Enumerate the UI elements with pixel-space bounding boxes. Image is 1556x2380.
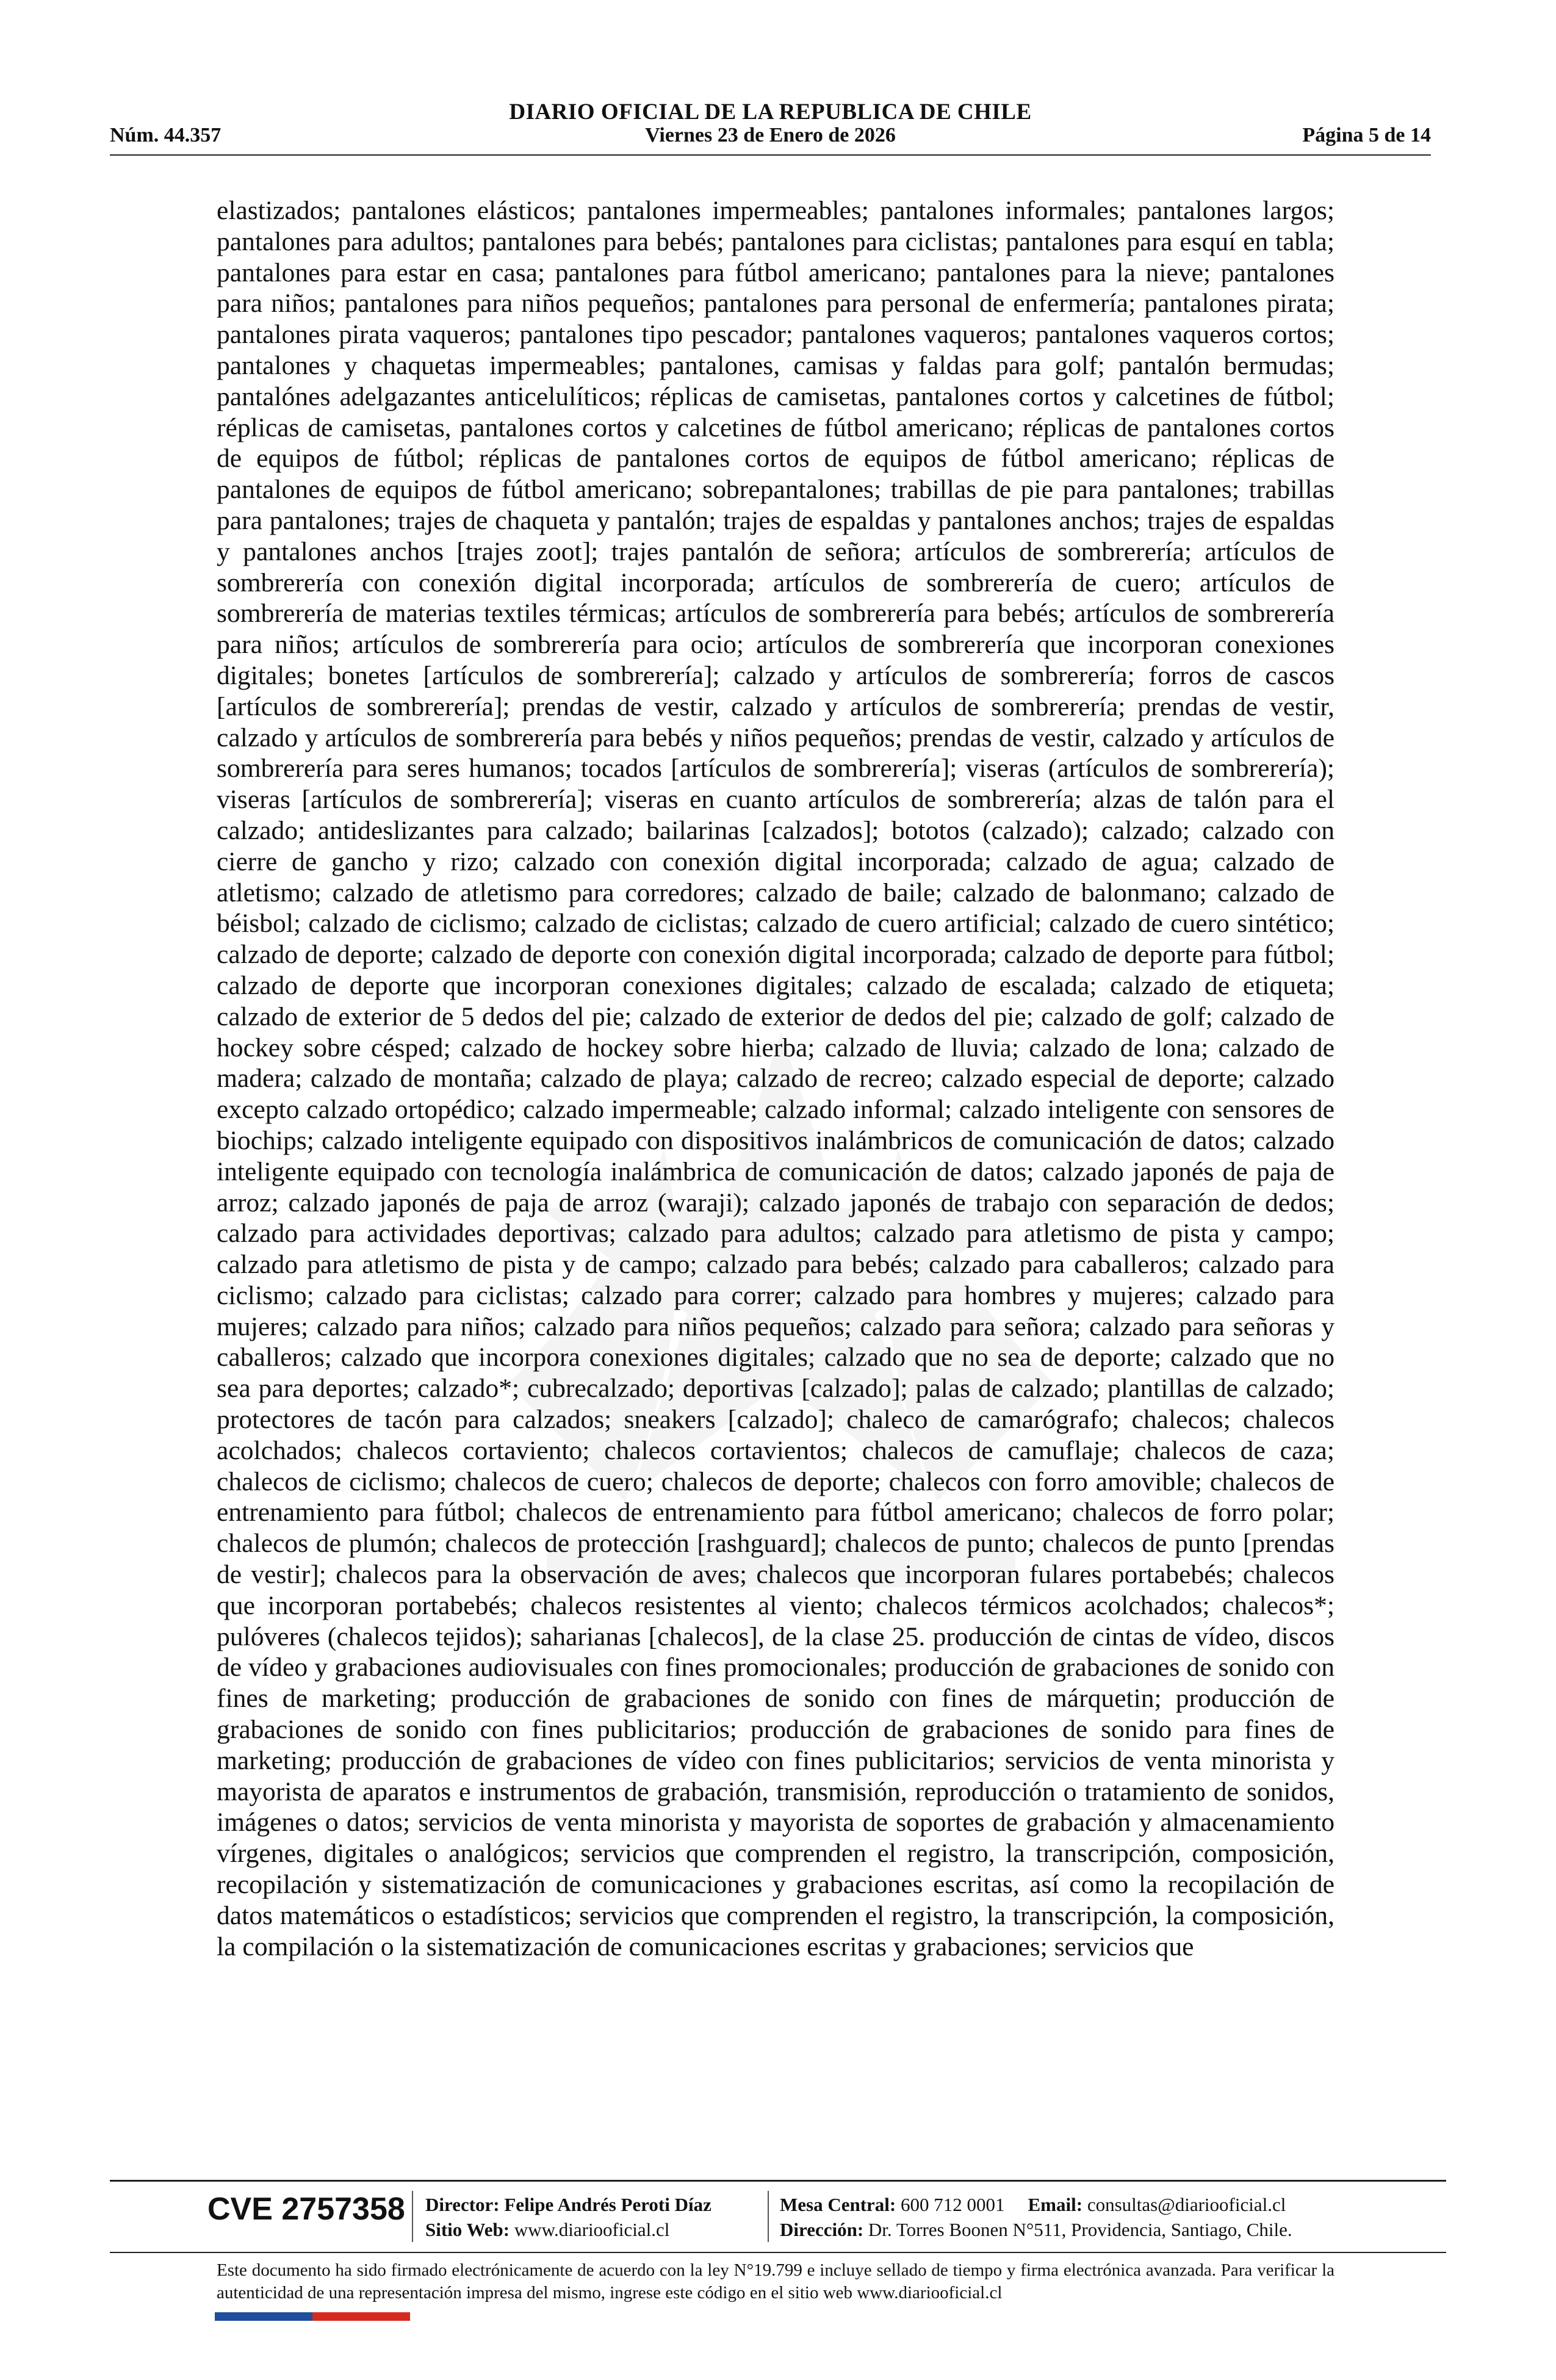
legal-notice: Este documento ha sido firmado electrónicamente de acuerdo con la ley N°19.799 e incluye sellado de tiempo y firma electrónica avanzada. Para verificar la autenticidad de una representación impresa del mismo, ingrese este código en el sitio web www.diariooficial.cl [217, 2260, 1334, 2302]
footer-separator [412, 2191, 413, 2242]
flag-red-segment [312, 2312, 410, 2321]
mesa-label: Mesa Central: [780, 2194, 896, 2215]
flag-blue-segment [215, 2312, 312, 2321]
site-link[interactable]: www.diariooficial.cl [514, 2219, 670, 2240]
director-name: Felipe Andrés Peroti Díaz [504, 2194, 711, 2215]
footer-divider-top [110, 2180, 1446, 2182]
flag-bar [215, 2312, 410, 2321]
header-divider [110, 154, 1431, 156]
site-label: Sitio Web: [425, 2219, 510, 2240]
page-number: Página 5 de 14 [1302, 124, 1431, 146]
email-label: Email: [1028, 2194, 1083, 2215]
mesa-phone: 600 712 0001 [901, 2194, 1005, 2215]
body-paragraph: elastizados; pantalones elásticos; pantalones impermeables; pantalones informales; pantalones largos; pantalones para adultos; pantalones para bebés; pantalones para ciclistas; pantalones para esquí en tabla; pantalones para estar en casa; pantalones para fútbol americano; pantalones para la nieve; pantalones para niños; pantalones para niños pequeños; pantalones para personal de enfermería; pantalones pirata; pantalones pirata vaqueros; pantalones tipo pescador; pantalones vaqueros; pantalones vaqueros cortos; pantalones y chaquetas impermeables; pantalones, camisas y faldas para golf; pantalón bermudas; pantalónes adelgazantes anticelulíticos; réplicas de camisetas, pantalones cortos y calcetines de fútbol; réplicas de camisetas, pantalones cortos y calcetines de fútbol americano; réplicas de pantalones cortos de equipos de fútbol; réplicas de pantalones cortos de equipos de fútbol americano; réplicas de pantalones de equipos de fútbol americano; sobrepantalones; trabillas de pie para pantalones; trabillas para pantalones; trajes de chaqueta y pantalón; trajes de espaldas y pantalones anchos; trajes de espaldas y pantalones anchos [trajes zoot]; trajes pantalón de señora; artículos de sombrerería; artículos de sombrerería con conexión digital incorporada; artículos de sombrerería de cuero; artículos de sombrerería de materias textiles térmicas; artículos de sombrerería para bebés; artículos de sombrerería para niños; artículos de sombrerería para ocio; artículos de sombrerería que incorporan conexiones digitales; bonetes [artículos de sombrerería]; calzado y artículos de sombrerería; forros de cascos [artículos de sombrerería]; prendas de vestir, calzado y artículos de sombrerería; prendas de vestir, calzado y artículos de sombrerería para bebés y niños pequeños; prendas de vestir, calzado y artículos de sombrerería para seres humanos; tocados [artículos de sombrerería]; viseras (artículos de sombrerería); viseras [artículos de sombrerería]; viseras en cuanto artículos de sombrerería; alzas de talón para el calzado; antideslizantes para calzado; bailarinas [calzados]; bototos (calzado); calzado; calzado con cierre de gancho y rizo; calzado con conexión digital incorporada; calzado de agua; calzado de atletismo; calzado de atletismo para corredores; calzado de baile; calzado de balonmano; calzado de béisbol; calzado de ciclismo; calzado de ciclistas; calzado de cuero artificial; calzado de cuero sintético; calzado de deporte; calzado de deporte con conexión digital incorporada; calzado de deporte para fútbol; calzado de deporte que incorporan conexiones digitales; calzado de escalada; calzado de etiqueta; calzado de exterior de 5 dedos del pie; calzado de exterior de dedos del pie; calzado de golf; calzado de hockey sobre césped; calzado de hockey sobre hierba; calzado de lluvia; calzado de lona; calzado de madera; calzado de montaña; calzado de playa; calzado de recreo; calzado especial de deporte; calzado excepto calzado ortopédico; calzado impermeable; calzado informal; calzado inteligente con sensores de biochips; calzado inteligente equipado con dispositivos inalámbricos de comunicación de datos; calzado inteligente equipado con tecnología inalámbrica de comunicación de datos; calzado japonés de paja de arroz; calzado japonés de paja de arroz (waraji); calzado japonés de trabajo con separación de dedos; calzado para actividades deportivas; calzado para adultos; calzado para atletismo de pista y campo; calzado para atletismo de pista y de campo; calzado para bebés; calzado para caballeros; calzado para ciclismo; calzado para ciclistas; calzado para correr; calzado para hombres y mujeres; calzado para mujeres; calzado para niños; calzado para niños pequeños; calzado para señora; calzado para señoras y caballeros; calzado que incorpora conexiones digitales; calzado que no sea de deporte; calzado que no sea para deportes; calzado*; cubrecalzado; deportivas [calzado]; palas de calzado; plantillas de calzado; protectores de tacón para calzados; sneakers [calzado]; chaleco de camarógrafo; chalecos; chalecos acolchados; chalecos cortaviento; chalecos cortavientos; chalecos de camuflaje; chalecos de caza; chalecos de ciclismo; chalecos de cuero; chalecos de deporte; chalecos con forro amovible; chalecos de entrenamiento para fútbol; chalecos de entrenamiento para fútbol americano; chalecos de forro polar; chalecos de plumón; chalecos de protección [rashguard]; chalecos de punto; chalecos de punto [prendas de vestir]; chalecos para la observación de aves; chalecos que incorporan fulares portabebés; chalecos que incorporan portabebés; chalecos resistentes al viento; chalecos térmicos acolchados; chalecos*; pulóveres (chalecos tejidos); saharianas [chalecos], de la clase 25. producción de cintas de vídeo, discos de vídeo y grabaciones audiovisuales con fines promocionales; producción de grabaciones de sonido con fines de marketing; producción de grabaciones de sonido con fines de márquetin; producción de grabaciones de sonido con fines publicitarios; producción de grabaciones de sonido para fines de marketing; producción de grabaciones de vídeo con fines publicitarios; servicios de venta minorista y mayorista de aparatos e instrumentos de grabación, transmisión, reproducción o tratamiento de sonidos, imágenes o datos; servicios de venta minorista y mayorista de soportes de grabación y almacenamiento vírgenes, digitales o analógicos; servicios que comprenden el registro, la transcripción, composición, recopilación y sistematización de comunicaciones y grabaciones escritas, así como la recopilación de datos matemáticos o estadísticos; servicios que comprenden el registro, la transcripción, la composición, la compilación o la sistematización de comunicaciones escritas y grabaciones; servicios que [217, 196, 1334, 1961]
address-value: Dr. Torres Boonen N°511, Providencia, Santiago, Chile. [868, 2219, 1292, 2240]
email-link[interactable]: consultas@diariooficial.cl [1087, 2194, 1286, 2215]
director-label: Director: [425, 2194, 500, 2215]
cve-code: CVE 2757358 [207, 2191, 405, 2227]
footer-contact-block [780, 2192, 1292, 2242]
footer-director-block [425, 2192, 711, 2242]
newspaper-title: DIARIO OFICIAL DE LA REPUBLICA DE CHILE [509, 99, 1032, 124]
issue-number: Núm. 44.357 [110, 124, 222, 146]
address-label: Dirección: [780, 2219, 864, 2240]
issue-date: Viernes 23 de Enero de 2026 [645, 124, 896, 146]
footer-separator [768, 2191, 769, 2242]
footer-divider-bottom [110, 2252, 1446, 2253]
